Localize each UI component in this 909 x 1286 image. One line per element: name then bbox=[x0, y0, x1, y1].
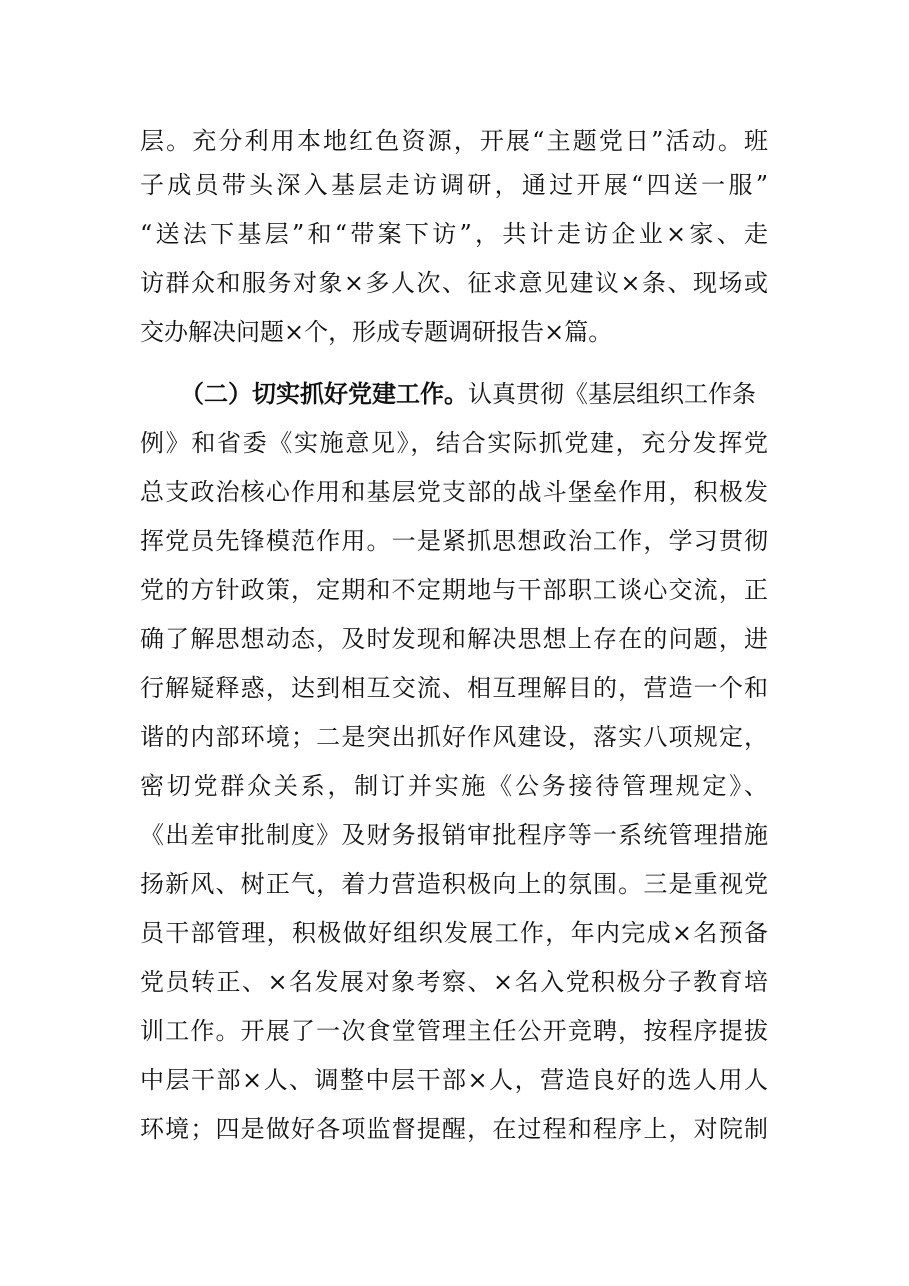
paragraph-1-line: 访群众和服务对象×多人次、征求意见建议×条、现场或 bbox=[140, 269, 768, 297]
paragraph-2-line: 确了解思想动态，及时发现和解决思想上存在的问题，进 bbox=[140, 625, 768, 653]
paragraph-2-line: 例》和省委《实施意见》，结合实际抓党建，充分发挥党 bbox=[140, 429, 768, 457]
paragraph-2-line: 密切党群众关系，制订并实施《公务接待管理规定》、 bbox=[140, 772, 768, 800]
paragraph-2-line: 训工作。开展了一次食堂管理主任公开竞聘，按程序提拔 bbox=[140, 1017, 768, 1045]
paragraph-2-line: 党的方针政策，定期和不定期地与干部职工谈心交流，正 bbox=[140, 576, 768, 604]
paragraph-2-line: 扬新风、树正气，着力营造积极向上的氛围。三是重视党 bbox=[140, 870, 768, 898]
paragraph-2-line: 挥党员先锋模范作用。一是紧抓思想政治工作，学习贯彻 bbox=[140, 527, 768, 555]
paragraph-1-line: 子成员带头深入基层走访调研，通过开展“四送一服” bbox=[140, 171, 768, 199]
paragraph-2-first-line-text: 认真贯彻《基层组织工作条 bbox=[468, 380, 756, 408]
section-heading: （二）切实抓好党建工作。 bbox=[180, 379, 468, 408]
paragraph-2-line: 行解疑释惑，达到相互交流、相互理解目的，营造一个和 bbox=[140, 674, 768, 702]
paragraph-2-first-line bbox=[180, 372, 756, 416]
paragraph-2-line: 党员转正、×名发展对象考察、×名入党积极分子教育培 bbox=[140, 968, 768, 996]
paragraph-1-line: “送法下基层”和“带案下访”，共计走访企业×家、走 bbox=[140, 220, 768, 248]
paragraph-2-line: 谐的内部环境；二是突出抓好作风建设，落实八项规定， bbox=[140, 723, 768, 751]
paragraph-1-line: 交办解决问题×个，形成专题调研报告×篇。 bbox=[140, 318, 613, 346]
paragraph-2-line: 《出差审批制度》及财务报销审批程序等一系统管理措施 bbox=[140, 821, 768, 849]
paragraph-1-line: 层。充分利用本地红色资源，开展“主题党日”活动。班 bbox=[140, 127, 768, 155]
paragraph-2-line: 总支政治核心作用和基层党支部的战斗堡垒作用，积极发 bbox=[140, 478, 768, 506]
paragraph-2-line: 员干部管理，积极做好组织发展工作，年内完成×名预备 bbox=[140, 919, 768, 947]
paragraph-2-line: 环境；四是做好各项监督提醒，在过程和程序上，对院制 bbox=[140, 1115, 768, 1143]
paragraph-2-line: 中层干部×人、调整中层干部×人，营造良好的选人用人 bbox=[140, 1066, 768, 1094]
